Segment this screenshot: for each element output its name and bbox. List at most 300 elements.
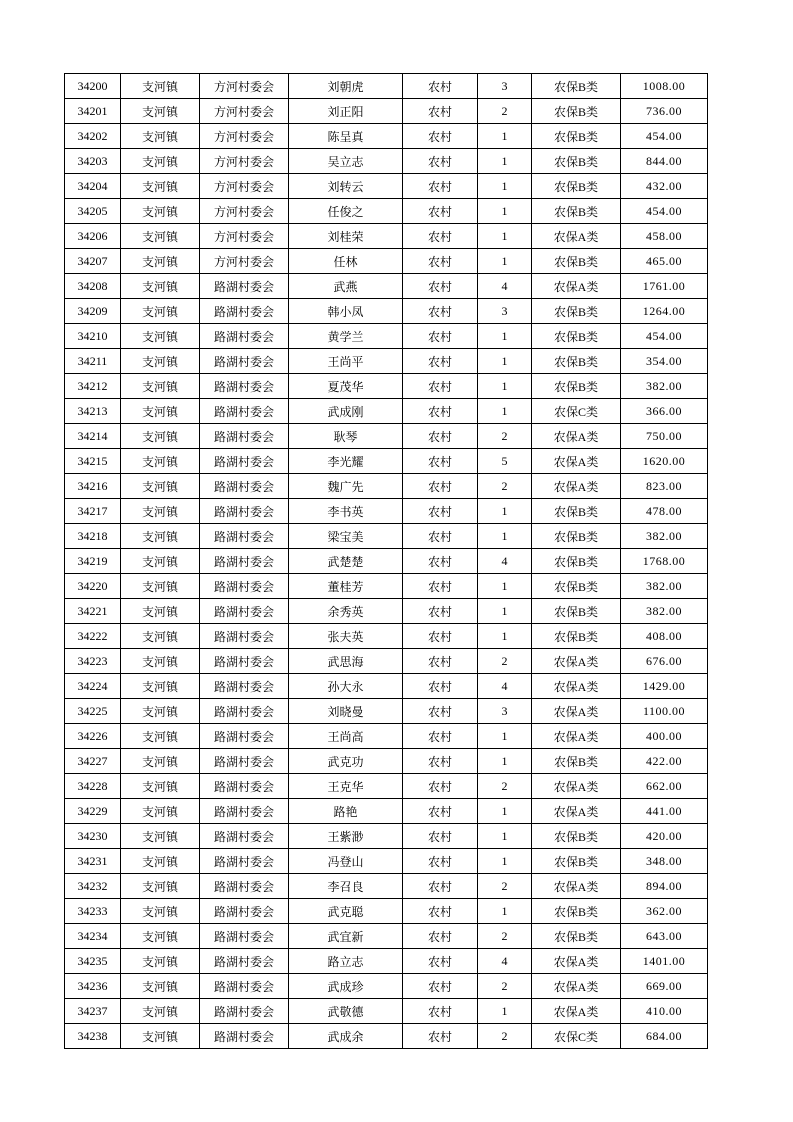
cell-category: 农保B类 — [532, 899, 621, 924]
cell-id: 34212 — [65, 374, 121, 399]
table-row — [65, 99, 708, 124]
cell-id: 34238 — [65, 1024, 121, 1049]
cell-amount: 750.00 — [621, 424, 708, 449]
cell-id: 34227 — [65, 749, 121, 774]
cell-category: 农保C类 — [532, 1024, 621, 1049]
table-row — [65, 424, 708, 449]
cell-amount: 366.00 — [621, 399, 708, 424]
table-row — [65, 999, 708, 1024]
cell-type: 农村 — [403, 999, 478, 1024]
cell-count: 1 — [478, 749, 532, 774]
cell-count: 1 — [478, 174, 532, 199]
cell-village: 路湖村委会 — [200, 649, 289, 674]
cell-amount: 432.00 — [621, 174, 708, 199]
cell-type: 农村 — [403, 274, 478, 299]
cell-village: 路湖村委会 — [200, 449, 289, 474]
cell-village: 路湖村委会 — [200, 824, 289, 849]
cell-type: 农村 — [403, 174, 478, 199]
cell-category: 农保B类 — [532, 374, 621, 399]
cell-name: 魏广先 — [289, 474, 403, 499]
cell-village: 路湖村委会 — [200, 499, 289, 524]
cell-name: 路立志 — [289, 949, 403, 974]
cell-village: 路湖村委会 — [200, 424, 289, 449]
cell-amount: 736.00 — [621, 99, 708, 124]
cell-count: 1 — [478, 574, 532, 599]
cell-amount: 684.00 — [621, 1024, 708, 1049]
cell-town: 支河镇 — [121, 824, 200, 849]
cell-amount: 382.00 — [621, 599, 708, 624]
cell-name: 武敬德 — [289, 999, 403, 1024]
cell-type: 农村 — [403, 324, 478, 349]
cell-village: 方河村委会 — [200, 124, 289, 149]
table-row — [65, 174, 708, 199]
cell-category: 农保C类 — [532, 399, 621, 424]
cell-village: 路湖村委会 — [200, 274, 289, 299]
cell-type: 农村 — [403, 749, 478, 774]
cell-town: 支河镇 — [121, 199, 200, 224]
cell-name: 张夫英 — [289, 624, 403, 649]
table-row — [65, 224, 708, 249]
cell-id: 34225 — [65, 699, 121, 724]
cell-name: 武楚楚 — [289, 549, 403, 574]
cell-name: 吴立志 — [289, 149, 403, 174]
cell-category: 农保A类 — [532, 274, 621, 299]
cell-category: 农保B类 — [532, 549, 621, 574]
table-row — [65, 574, 708, 599]
table-row — [65, 349, 708, 374]
cell-category: 农保B类 — [532, 749, 621, 774]
cell-name: 王紫渺 — [289, 824, 403, 849]
table-row — [65, 1024, 708, 1049]
table-row — [65, 749, 708, 774]
cell-town: 支河镇 — [121, 174, 200, 199]
cell-name: 耿琴 — [289, 424, 403, 449]
cell-amount: 1768.00 — [621, 549, 708, 574]
cell-type: 农村 — [403, 124, 478, 149]
cell-amount: 454.00 — [621, 124, 708, 149]
cell-id: 34233 — [65, 899, 121, 924]
cell-count: 1 — [478, 899, 532, 924]
cell-type: 农村 — [403, 949, 478, 974]
cell-village: 路湖村委会 — [200, 674, 289, 699]
cell-type: 农村 — [403, 649, 478, 674]
cell-village: 路湖村委会 — [200, 574, 289, 599]
cell-village: 路湖村委会 — [200, 624, 289, 649]
cell-category: 农保B类 — [532, 299, 621, 324]
cell-category: 农保B类 — [532, 924, 621, 949]
cell-town: 支河镇 — [121, 899, 200, 924]
cell-type: 农村 — [403, 524, 478, 549]
cell-count: 1 — [478, 199, 532, 224]
cell-town: 支河镇 — [121, 774, 200, 799]
cell-category: 农保A类 — [532, 799, 621, 824]
cell-name: 武成刚 — [289, 399, 403, 424]
cell-type: 农村 — [403, 99, 478, 124]
cell-category: 农保B类 — [532, 74, 621, 99]
cell-village: 路湖村委会 — [200, 299, 289, 324]
cell-type: 农村 — [403, 249, 478, 274]
cell-count: 4 — [478, 674, 532, 699]
cell-village: 路湖村委会 — [200, 874, 289, 899]
cell-id: 34220 — [65, 574, 121, 599]
cell-village: 路湖村委会 — [200, 899, 289, 924]
cell-count: 1 — [478, 399, 532, 424]
cell-village: 路湖村委会 — [200, 599, 289, 624]
cell-name: 王克华 — [289, 774, 403, 799]
cell-town: 支河镇 — [121, 524, 200, 549]
cell-type: 农村 — [403, 624, 478, 649]
cell-name: 夏茂华 — [289, 374, 403, 399]
cell-amount: 823.00 — [621, 474, 708, 499]
cell-id: 34224 — [65, 674, 121, 699]
cell-count: 5 — [478, 449, 532, 474]
cell-town: 支河镇 — [121, 724, 200, 749]
cell-category: 农保B类 — [532, 249, 621, 274]
table-row — [65, 549, 708, 574]
cell-town: 支河镇 — [121, 549, 200, 574]
cell-town: 支河镇 — [121, 574, 200, 599]
table-row — [65, 449, 708, 474]
cell-village: 路湖村委会 — [200, 949, 289, 974]
cell-town: 支河镇 — [121, 1024, 200, 1049]
cell-name: 余秀英 — [289, 599, 403, 624]
cell-category: 农保B类 — [532, 824, 621, 849]
cell-town: 支河镇 — [121, 974, 200, 999]
cell-town: 支河镇 — [121, 699, 200, 724]
cell-amount: 422.00 — [621, 749, 708, 774]
cell-name: 武克功 — [289, 749, 403, 774]
cell-amount: 410.00 — [621, 999, 708, 1024]
cell-type: 农村 — [403, 599, 478, 624]
cell-name: 任俊之 — [289, 199, 403, 224]
table-row — [65, 199, 708, 224]
cell-category: 农保B类 — [532, 124, 621, 149]
table-row — [65, 924, 708, 949]
cell-amount: 1401.00 — [621, 949, 708, 974]
cell-id: 34222 — [65, 624, 121, 649]
cell-type: 农村 — [403, 724, 478, 749]
table-row — [65, 724, 708, 749]
cell-id: 34218 — [65, 524, 121, 549]
cell-town: 支河镇 — [121, 499, 200, 524]
cell-category: 农保B类 — [532, 349, 621, 374]
cell-id: 34237 — [65, 999, 121, 1024]
cell-id: 34221 — [65, 599, 121, 624]
cell-village: 方河村委会 — [200, 224, 289, 249]
table-row — [65, 124, 708, 149]
cell-amount: 669.00 — [621, 974, 708, 999]
cell-name: 黄学兰 — [289, 324, 403, 349]
cell-name: 韩小凤 — [289, 299, 403, 324]
cell-id: 34228 — [65, 774, 121, 799]
cell-category: 农保A类 — [532, 874, 621, 899]
cell-type: 农村 — [403, 224, 478, 249]
cell-category: 农保A类 — [532, 224, 621, 249]
cell-name: 刘晓曼 — [289, 699, 403, 724]
table-row — [65, 774, 708, 799]
cell-village: 路湖村委会 — [200, 774, 289, 799]
table-row — [65, 599, 708, 624]
table-row — [65, 524, 708, 549]
cell-village: 路湖村委会 — [200, 924, 289, 949]
cell-id: 34208 — [65, 274, 121, 299]
table-row — [65, 474, 708, 499]
cell-amount: 454.00 — [621, 324, 708, 349]
cell-type: 农村 — [403, 774, 478, 799]
cell-count: 2 — [478, 1024, 532, 1049]
cell-id: 34232 — [65, 874, 121, 899]
cell-village: 路湖村委会 — [200, 974, 289, 999]
cell-count: 1 — [478, 824, 532, 849]
cell-amount: 1008.00 — [621, 74, 708, 99]
cell-amount: 382.00 — [621, 574, 708, 599]
cell-town: 支河镇 — [121, 424, 200, 449]
cell-name: 李书英 — [289, 499, 403, 524]
cell-village: 路湖村委会 — [200, 474, 289, 499]
cell-town: 支河镇 — [121, 799, 200, 824]
cell-category: 农保B类 — [532, 499, 621, 524]
cell-village: 路湖村委会 — [200, 999, 289, 1024]
cell-type: 农村 — [403, 199, 478, 224]
table-row — [65, 849, 708, 874]
table-row — [65, 149, 708, 174]
cell-id: 34215 — [65, 449, 121, 474]
cell-count: 1 — [478, 799, 532, 824]
cell-village: 路湖村委会 — [200, 1024, 289, 1049]
cell-name: 李召良 — [289, 874, 403, 899]
cell-id: 34211 — [65, 349, 121, 374]
cell-id: 34223 — [65, 649, 121, 674]
cell-count: 1 — [478, 624, 532, 649]
cell-category: 农保A类 — [532, 699, 621, 724]
cell-category: 农保A类 — [532, 974, 621, 999]
table-row — [65, 799, 708, 824]
cell-amount: 676.00 — [621, 649, 708, 674]
cell-town: 支河镇 — [121, 924, 200, 949]
cell-amount: 441.00 — [621, 799, 708, 824]
cell-count: 2 — [478, 649, 532, 674]
table-row — [65, 399, 708, 424]
cell-name: 王尚高 — [289, 724, 403, 749]
cell-town: 支河镇 — [121, 249, 200, 274]
cell-type: 农村 — [403, 974, 478, 999]
cell-count: 2 — [478, 974, 532, 999]
cell-type: 农村 — [403, 549, 478, 574]
cell-name: 陈呈真 — [289, 124, 403, 149]
cell-type: 农村 — [403, 574, 478, 599]
cell-amount: 1100.00 — [621, 699, 708, 724]
table-body — [65, 74, 708, 1049]
cell-type: 农村 — [403, 849, 478, 874]
cell-name: 刘朝虎 — [289, 74, 403, 99]
cell-amount: 454.00 — [621, 199, 708, 224]
cell-id: 34204 — [65, 174, 121, 199]
cell-id: 34230 — [65, 824, 121, 849]
cell-category: 农保A类 — [532, 999, 621, 1024]
cell-name: 冯登山 — [289, 849, 403, 874]
cell-type: 农村 — [403, 824, 478, 849]
cell-village: 方河村委会 — [200, 149, 289, 174]
cell-count: 1 — [478, 999, 532, 1024]
cell-village: 路湖村委会 — [200, 549, 289, 574]
cell-count: 2 — [478, 874, 532, 899]
cell-count: 1 — [478, 249, 532, 274]
cell-type: 农村 — [403, 374, 478, 399]
table-row — [65, 899, 708, 924]
cell-town: 支河镇 — [121, 449, 200, 474]
benefits-table — [64, 73, 708, 1049]
cell-village: 方河村委会 — [200, 249, 289, 274]
cell-amount: 408.00 — [621, 624, 708, 649]
cell-count: 1 — [478, 324, 532, 349]
cell-village: 路湖村委会 — [200, 374, 289, 399]
cell-amount: 643.00 — [621, 924, 708, 949]
cell-id: 34200 — [65, 74, 121, 99]
cell-town: 支河镇 — [121, 649, 200, 674]
cell-id: 34213 — [65, 399, 121, 424]
cell-category: 农保B类 — [532, 624, 621, 649]
cell-town: 支河镇 — [121, 324, 200, 349]
cell-village: 路湖村委会 — [200, 724, 289, 749]
cell-category: 农保A类 — [532, 774, 621, 799]
cell-town: 支河镇 — [121, 474, 200, 499]
table-row — [65, 249, 708, 274]
cell-category: 农保A类 — [532, 424, 621, 449]
table-row — [65, 374, 708, 399]
cell-id: 34216 — [65, 474, 121, 499]
cell-village: 路湖村委会 — [200, 749, 289, 774]
cell-count: 2 — [478, 424, 532, 449]
cell-town: 支河镇 — [121, 149, 200, 174]
cell-type: 农村 — [403, 74, 478, 99]
cell-category: 农保A类 — [532, 674, 621, 699]
cell-count: 3 — [478, 699, 532, 724]
cell-category: 农保B类 — [532, 324, 621, 349]
cell-name: 任林 — [289, 249, 403, 274]
cell-category: 农保A类 — [532, 724, 621, 749]
cell-amount: 1761.00 — [621, 274, 708, 299]
cell-type: 农村 — [403, 674, 478, 699]
cell-id: 34219 — [65, 549, 121, 574]
cell-amount: 1264.00 — [621, 299, 708, 324]
cell-id: 34207 — [65, 249, 121, 274]
cell-type: 农村 — [403, 799, 478, 824]
cell-town: 支河镇 — [121, 349, 200, 374]
table-row — [65, 649, 708, 674]
cell-id: 34202 — [65, 124, 121, 149]
cell-village: 路湖村委会 — [200, 799, 289, 824]
cell-name: 李光耀 — [289, 449, 403, 474]
cell-id: 34236 — [65, 974, 121, 999]
table-row — [65, 824, 708, 849]
cell-town: 支河镇 — [121, 749, 200, 774]
table-row — [65, 674, 708, 699]
cell-town: 支河镇 — [121, 224, 200, 249]
cell-category: 农保A类 — [532, 949, 621, 974]
cell-id: 34231 — [65, 849, 121, 874]
cell-type: 农村 — [403, 924, 478, 949]
cell-count: 1 — [478, 124, 532, 149]
cell-amount: 400.00 — [621, 724, 708, 749]
cell-town: 支河镇 — [121, 274, 200, 299]
cell-name: 武燕 — [289, 274, 403, 299]
table-row — [65, 624, 708, 649]
cell-name: 武宜新 — [289, 924, 403, 949]
cell-amount: 348.00 — [621, 849, 708, 874]
cell-id: 34205 — [65, 199, 121, 224]
table-row — [65, 874, 708, 899]
cell-village: 方河村委会 — [200, 199, 289, 224]
cell-name: 董桂芳 — [289, 574, 403, 599]
cell-village: 路湖村委会 — [200, 849, 289, 874]
cell-name: 刘转云 — [289, 174, 403, 199]
cell-id: 34206 — [65, 224, 121, 249]
cell-type: 农村 — [403, 149, 478, 174]
cell-amount: 465.00 — [621, 249, 708, 274]
cell-count: 1 — [478, 374, 532, 399]
cell-id: 34201 — [65, 99, 121, 124]
cell-category: 农保B类 — [532, 599, 621, 624]
table-row — [65, 499, 708, 524]
cell-town: 支河镇 — [121, 74, 200, 99]
cell-id: 34235 — [65, 949, 121, 974]
cell-amount: 354.00 — [621, 349, 708, 374]
cell-id: 34217 — [65, 499, 121, 524]
cell-town: 支河镇 — [121, 874, 200, 899]
cell-count: 1 — [478, 849, 532, 874]
cell-amount: 420.00 — [621, 824, 708, 849]
cell-name: 武成珍 — [289, 974, 403, 999]
cell-id: 34203 — [65, 149, 121, 174]
cell-amount: 458.00 — [621, 224, 708, 249]
cell-count: 1 — [478, 349, 532, 374]
cell-count: 3 — [478, 299, 532, 324]
cell-amount: 662.00 — [621, 774, 708, 799]
cell-id: 34226 — [65, 724, 121, 749]
cell-count: 1 — [478, 499, 532, 524]
table-row — [65, 274, 708, 299]
cell-type: 农村 — [403, 699, 478, 724]
cell-id: 34234 — [65, 924, 121, 949]
cell-town: 支河镇 — [121, 99, 200, 124]
cell-name: 路艳 — [289, 799, 403, 824]
cell-amount: 382.00 — [621, 524, 708, 549]
cell-name: 武思海 — [289, 649, 403, 674]
cell-amount: 844.00 — [621, 149, 708, 174]
cell-type: 农村 — [403, 449, 478, 474]
cell-amount: 362.00 — [621, 899, 708, 924]
cell-count: 4 — [478, 274, 532, 299]
cell-town: 支河镇 — [121, 624, 200, 649]
cell-town: 支河镇 — [121, 399, 200, 424]
cell-category: 农保B类 — [532, 524, 621, 549]
table-row — [65, 299, 708, 324]
cell-type: 农村 — [403, 424, 478, 449]
cell-count: 1 — [478, 524, 532, 549]
cell-id: 34209 — [65, 299, 121, 324]
cell-count: 2 — [478, 924, 532, 949]
cell-town: 支河镇 — [121, 599, 200, 624]
cell-name: 刘桂荣 — [289, 224, 403, 249]
cell-amount: 1620.00 — [621, 449, 708, 474]
cell-count: 2 — [478, 99, 532, 124]
cell-village: 路湖村委会 — [200, 324, 289, 349]
cell-category: 农保A类 — [532, 474, 621, 499]
cell-count: 2 — [478, 474, 532, 499]
cell-type: 农村 — [403, 399, 478, 424]
table-row — [65, 74, 708, 99]
cell-id: 34210 — [65, 324, 121, 349]
